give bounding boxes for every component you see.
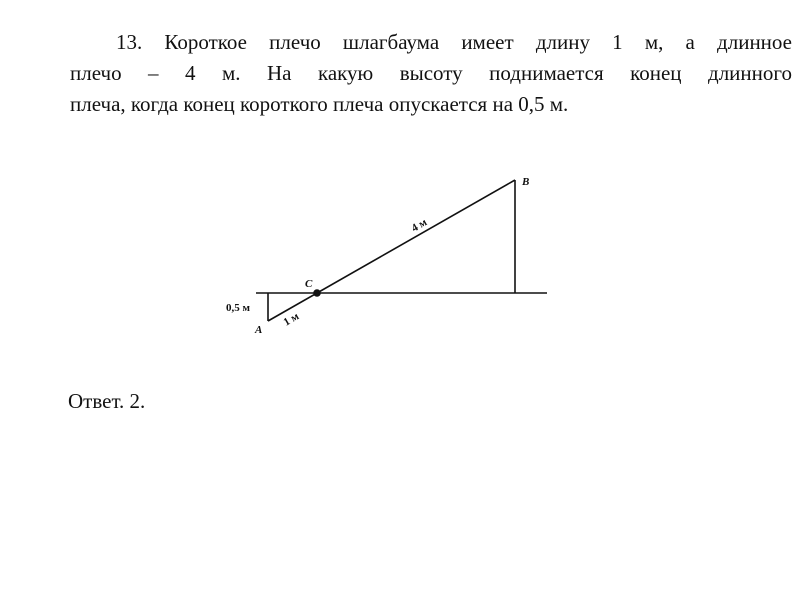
problem-line-3: плеча, когда конец короткого плеча опускается на 0,5 м.	[70, 92, 569, 116]
point-label-b: B	[522, 176, 530, 188]
pivot-point	[313, 289, 321, 297]
problem-line-2: плечо – 4 м. На какую высоту поднимается конец длинного	[70, 61, 792, 85]
short-arm-label: 1 м	[281, 310, 302, 329]
answer-text: Ответ. 2.	[68, 389, 146, 413]
barrier-arm	[268, 180, 515, 321]
point-label-c: C	[305, 278, 313, 290]
problem-line-1: 13. Короткое плечо шлагбаума имеет длину 1 м, а длинное	[116, 30, 792, 54]
drop-label: 0,5 м	[226, 302, 250, 314]
point-label-a: A	[255, 324, 263, 336]
long-arm-label: 4 м	[409, 216, 430, 235]
